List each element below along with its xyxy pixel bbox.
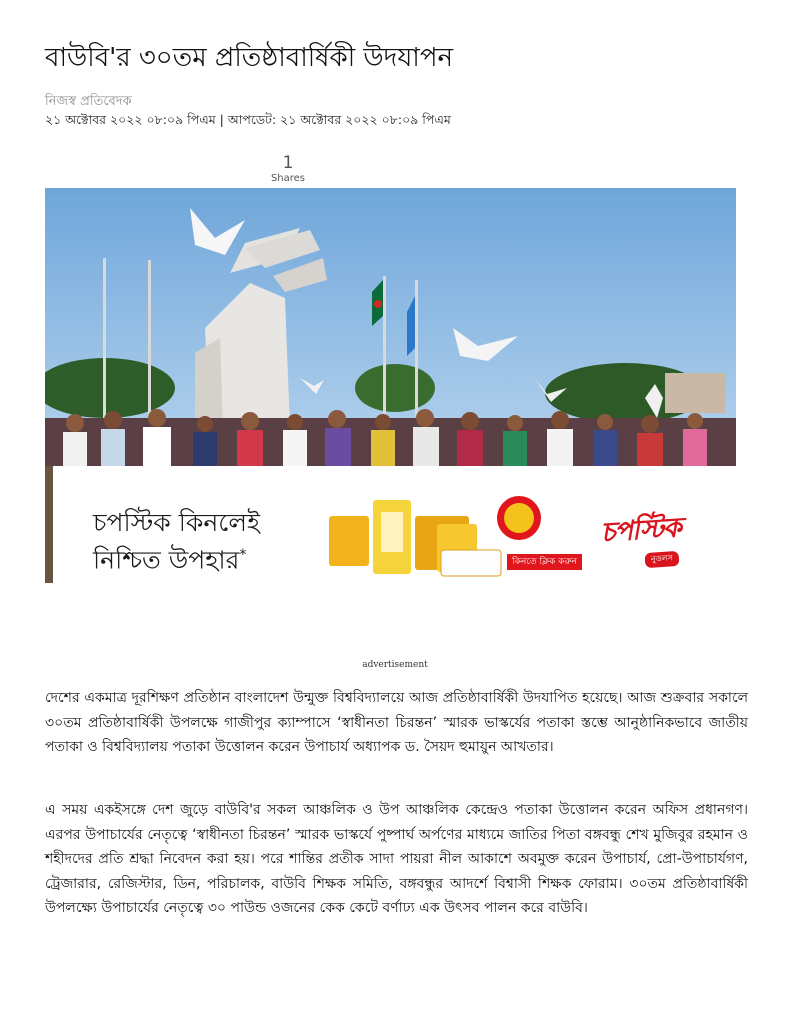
- hero-photo-graphic: [45, 188, 736, 466]
- ad-headline-line2: নিশ্চিত উপহার: [93, 545, 240, 575]
- ad-headline-line1: চপস্টিক কিনলেই: [93, 508, 260, 537]
- ad-product-image: [323, 494, 593, 584]
- ad-asterisk: *: [239, 547, 247, 563]
- share-counter[interactable]: [262, 153, 314, 185]
- hero-photo[interactable]: [45, 188, 736, 466]
- ad-brand-logo: চপস্টিক: [599, 512, 682, 549]
- article-paragraph-1: দেশের একমাত্র দূরশিক্ষণ প্রতিষ্ঠান বাংলাদেশ উন্মুক্ত বিশ্ববিদ্যালয়ে আজ প্রতিষ্ঠাবার্ষিকী উদযাপিত হয়েছে। আজ শুক্রবার সকালে ৩০তম প্রতিষ্ঠাবার্ষিকী উপলক্ষে গাজীপুর ক্যাম্পাসে ‘স্বাধীনতা চিরন্তন’ স্মারক ভাস্কর্যের পতাকা স্তম্ভে আনুষ্ঠানিকভাবে জাতীয় পতাকা ও বিশ্ববিদ্যালয় পতাকা উত্তোলন করেন উপাচার্য অধ্যাপক ড. সৈয়দ হুমায়ুন আখতার।: [45, 690, 748, 755]
- article-paragraph-2: এ সময় একইসঙ্গে দেশ জুড়ে বাউবি'র সকল আঞ্চলিক ও উপ আঞ্চলিক কেন্দ্রেও পতাকা উত্তোলন করেন অফিস প্রধানগণ। এরপর উপাচার্যের নেতৃত্বে ‘স্বাধীনতা চিরন্তন’ স্মারক ভাস্কর্যে পুষ্পার্ঘ অর্পণের মাধ্যমে জাতির পিতা বঙ্গবন্ধু শেখ মুজিবুর রহমান ও শহীদদের প্রতি শ্রদ্ধা নিবেদন করা হয়। পরে শান্তির প্রতীক সাদা পায়রা নীল আকাশে অবমুক্ত করেন উপাচার্য, প্রো-উপাচার্যগণ, ট্রেজারার, রেজিস্টার, ডিন, পরিচালক, বাউবি শিক্ষক সমিতি, বঙ্গবন্ধুর আদর্শে বিশ্বাসী শিক্ষক ফোরাম। ৩০তম প্রতিষ্ঠাবার্ষিকী উপলক্ষ্যে উপাচার্যের নেতৃত্বে ৩০ পাউন্ড ওজনের কেক কেটে বর্ণাঢ্য এক উৎসব পালন করে বাউবি।: [45, 802, 748, 916]
- article-title: বাউবি'র ৩০তম প্রতিষ্ঠাবার্ষিকী উদযাপন: [45, 43, 454, 73]
- ad-cta-button[interactable]: কিনতে ক্লিক করুন: [507, 554, 582, 570]
- reporter-byline[interactable]: নিজস্ব প্রতিবেদক: [45, 94, 132, 109]
- advertisement-label: advertisement: [362, 660, 428, 670]
- advertisement-banner[interactable]: [45, 466, 736, 583]
- ad-headline: [93, 506, 260, 576]
- share-count: 1: [282, 153, 294, 173]
- dateline: ২১ অক্টোবর ২০২২ ০৮:০৯ পিএম | আপডেট: ২১ অক্টোবর ২০২২ ০৮:০৯ পিএম: [45, 112, 451, 127]
- share-label: Shares: [270, 173, 306, 184]
- ad-brand-tagline: নুডলস: [645, 551, 680, 568]
- ad-photo-edge: [45, 466, 53, 583]
